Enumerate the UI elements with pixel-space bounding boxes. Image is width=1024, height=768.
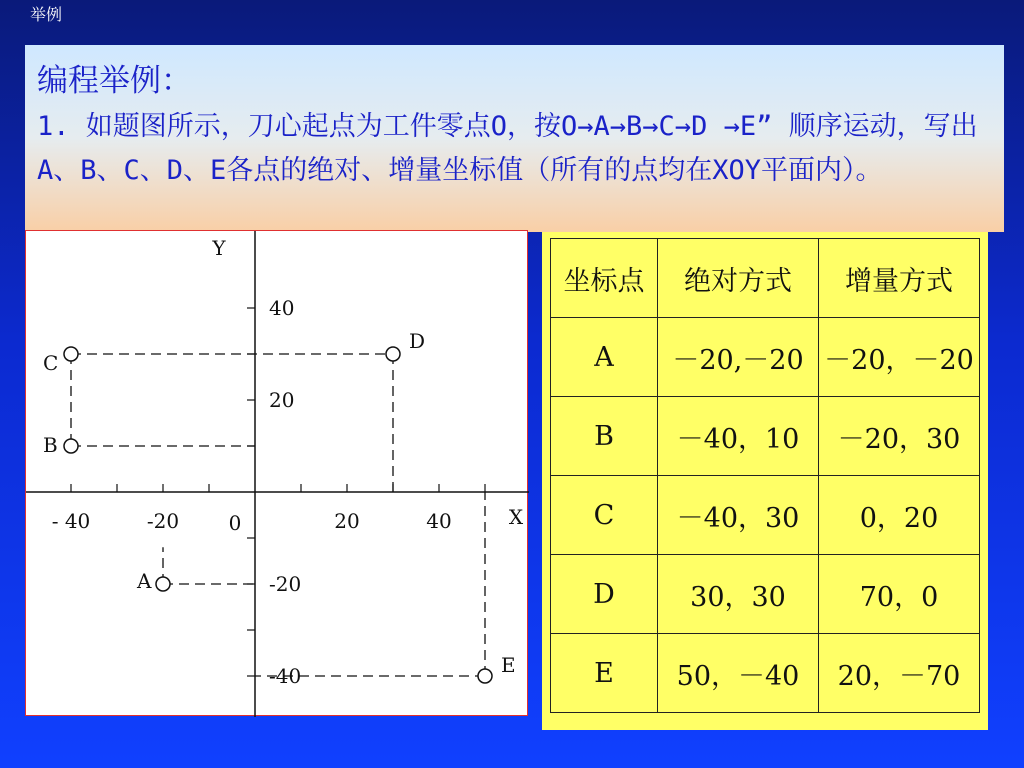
- absolute-cell: －40，30: [658, 476, 819, 555]
- point-cell: B: [551, 397, 658, 476]
- table-header-row: [551, 239, 980, 318]
- slide-heading: 编程举例：: [37, 63, 192, 99]
- coordinate-table-panel: [542, 232, 988, 730]
- point-cell: A: [551, 318, 658, 397]
- point-cell: D: [551, 555, 658, 634]
- point-label: E: [501, 653, 516, 677]
- origin-label: 0: [228, 511, 242, 535]
- x-tick-label: -20: [146, 509, 180, 533]
- x-axis-label: X: [508, 505, 524, 529]
- y-axis-label: Y: [212, 236, 226, 260]
- point-cell: C: [551, 476, 658, 555]
- incremental-cell: －20，－20: [819, 318, 980, 397]
- point-label: B: [43, 433, 58, 457]
- title-box: [25, 45, 1004, 232]
- point-label: A: [137, 569, 152, 593]
- absolute-cell: －20,－20: [658, 318, 819, 397]
- absolute-cell: 50，－40: [658, 634, 819, 713]
- point-marker: [478, 669, 492, 683]
- incremental-cell: －20，30: [819, 397, 980, 476]
- y-tick-label: -40: [269, 664, 302, 688]
- header-cell: 增量方式: [819, 239, 980, 318]
- table-row: [551, 634, 980, 713]
- table-row: [551, 397, 980, 476]
- x-tick-label: - 40: [51, 509, 91, 533]
- point-marker: [386, 347, 400, 361]
- table-row: [551, 318, 980, 397]
- point-label: C: [43, 351, 59, 375]
- x-tick-label: 20: [334, 509, 360, 533]
- x-tick-label: 40: [426, 509, 452, 533]
- incremental-cell: 70，0: [819, 555, 980, 634]
- table-row: [551, 555, 980, 634]
- point-marker: [64, 347, 78, 361]
- slide-top-label: 举例: [30, 5, 63, 24]
- point-marker: [64, 439, 78, 453]
- y-tick-label: -20: [269, 572, 302, 596]
- header-cell: 坐标点: [551, 239, 658, 318]
- y-tick-label: 20: [269, 388, 295, 412]
- table-row: [551, 476, 980, 555]
- header-cell: 绝对方式: [658, 239, 819, 318]
- incremental-cell: 20，－70: [819, 634, 980, 713]
- point-marker: [156, 577, 170, 591]
- coordinate-figure: [25, 230, 528, 716]
- absolute-cell: 30，30: [658, 555, 819, 634]
- incremental-cell: 0，20: [819, 476, 980, 555]
- absolute-cell: －40，10: [658, 397, 819, 476]
- point-label: D: [409, 329, 426, 353]
- coordinate-table: [550, 238, 980, 713]
- point-cell: E: [551, 634, 658, 713]
- coordinate-plot: [26, 231, 529, 717]
- problem-text: 1. 如题图所示，刀心起点为工件零点O，按O→A→B→C→D →E” 顺序运动，写出A、B、C、D、E各点的绝对、增量坐标值（所有的点均在XOY平面内）。: [37, 111, 978, 186]
- y-tick-label: 40: [269, 296, 295, 320]
